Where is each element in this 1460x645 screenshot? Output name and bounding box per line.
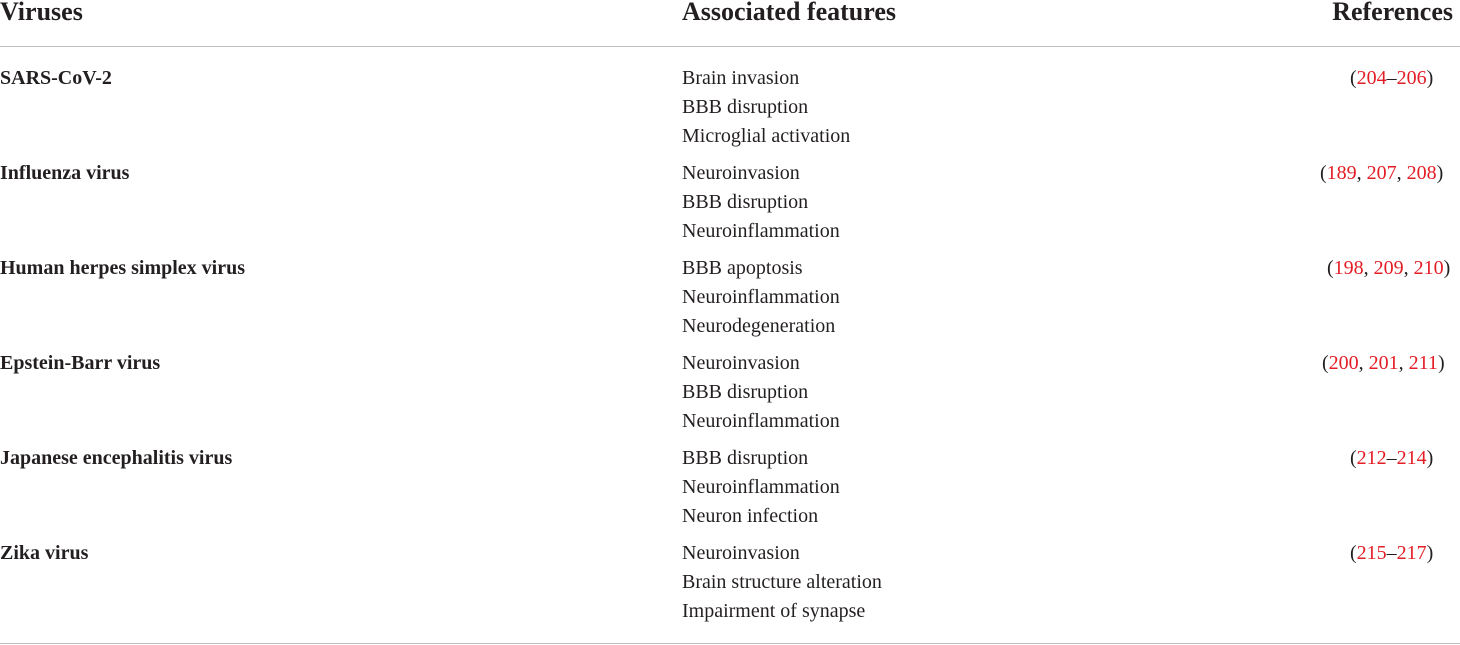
references-cell xyxy=(1322,349,1445,377)
feature-item: Neuroinflammation xyxy=(682,409,840,432)
ref-separator: – xyxy=(1386,542,1397,564)
virus-name: Zika virus xyxy=(0,542,89,564)
bottom-rule xyxy=(0,643,1460,644)
ref-paren-close: ) xyxy=(1426,67,1434,89)
reference-link[interactable]: 204 xyxy=(1356,67,1387,89)
ref-separator: , xyxy=(1356,162,1367,184)
virus-name: Epstein-Barr virus xyxy=(0,352,161,374)
feature-item: Neuroinvasion xyxy=(682,352,800,374)
reference-link[interactable]: 206 xyxy=(1396,67,1427,89)
features-cell xyxy=(682,444,840,530)
ref-paren-open: ( xyxy=(1327,257,1334,279)
reference-link[interactable]: 201 xyxy=(1368,352,1399,374)
ref-paren-close: ) xyxy=(1426,447,1434,469)
feature-item: Neurodegeneration xyxy=(682,314,836,337)
virus-name: Influenza virus xyxy=(0,162,130,184)
table-row xyxy=(0,522,1460,622)
feature-item: Neuron infection xyxy=(682,504,819,527)
reference-link[interactable]: 210 xyxy=(1413,257,1444,279)
feature-item: BBB disruption xyxy=(682,380,809,403)
header-references: References xyxy=(1332,0,1453,26)
reference-link[interactable]: 211 xyxy=(1408,352,1438,374)
table-row xyxy=(0,142,1460,242)
feature-item: Neuroinvasion xyxy=(682,162,800,184)
feature-item: Impairment of synapse xyxy=(682,599,866,622)
ref-paren-close: ) xyxy=(1426,542,1434,564)
ref-paren-close: ) xyxy=(1443,257,1451,279)
ref-separator: , xyxy=(1403,257,1414,279)
feature-item: BBB disruption xyxy=(682,190,809,213)
reference-link[interactable]: 214 xyxy=(1396,447,1427,469)
reference-link[interactable]: 200 xyxy=(1328,352,1359,374)
features-cell xyxy=(682,254,840,340)
ref-paren-close: ) xyxy=(1436,162,1444,184)
reference-link[interactable]: 212 xyxy=(1356,447,1387,469)
ref-paren-open: ( xyxy=(1350,67,1357,89)
features-cell xyxy=(682,64,850,150)
features-cell xyxy=(682,539,882,625)
table-body xyxy=(0,47,1460,622)
reference-link[interactable]: 208 xyxy=(1406,162,1437,184)
ref-paren-open: ( xyxy=(1320,162,1327,184)
feature-item: Microglial activation xyxy=(682,124,851,147)
table-row xyxy=(0,427,1460,527)
virus-name: Human herpes simplex virus xyxy=(0,257,246,279)
reference-link[interactable]: 207 xyxy=(1366,162,1397,184)
feature-item: Brain structure alteration xyxy=(682,570,882,593)
table-header xyxy=(0,0,1460,47)
feature-item: Brain invasion xyxy=(682,67,800,89)
features-cell xyxy=(682,159,840,245)
ref-separator: , xyxy=(1363,257,1374,279)
feature-item: Neuroinvasion xyxy=(682,542,800,564)
features-cell xyxy=(682,349,840,435)
feature-item: Neuroinflammation xyxy=(682,219,840,242)
ref-paren-close: ) xyxy=(1437,352,1445,374)
table-row xyxy=(0,47,1460,147)
feature-item: BBB disruption xyxy=(682,95,809,118)
virus-name: Japanese encephalitis virus xyxy=(0,447,233,469)
virus-name: SARS-CoV-2 xyxy=(0,67,112,89)
ref-paren-open: ( xyxy=(1322,352,1329,374)
ref-paren-open: ( xyxy=(1350,447,1357,469)
ref-separator: – xyxy=(1386,67,1397,89)
feature-item: Neuroinflammation xyxy=(682,475,840,498)
references-cell xyxy=(1320,159,1443,187)
ref-separator: , xyxy=(1396,162,1407,184)
reference-link[interactable]: 217 xyxy=(1396,542,1427,564)
ref-paren-open: ( xyxy=(1350,542,1357,564)
header-viruses: Viruses xyxy=(0,0,83,26)
feature-item: BBB disruption xyxy=(682,447,809,469)
references-cell xyxy=(1327,254,1450,282)
feature-item: BBB apoptosis xyxy=(682,257,803,279)
ref-separator: , xyxy=(1398,352,1409,374)
reference-link[interactable]: 209 xyxy=(1373,257,1404,279)
header-associated-features: Associated features xyxy=(682,0,896,26)
feature-item: Neuroinflammation xyxy=(682,285,840,308)
ref-separator: – xyxy=(1386,447,1397,469)
references-cell xyxy=(1350,444,1433,472)
reference-link[interactable]: 189 xyxy=(1326,162,1357,184)
references-cell xyxy=(1350,539,1433,567)
table-row xyxy=(0,332,1460,432)
ref-separator: , xyxy=(1358,352,1369,374)
references-cell xyxy=(1350,64,1433,92)
table-row xyxy=(0,237,1460,337)
reference-link[interactable]: 215 xyxy=(1356,542,1387,564)
reference-link[interactable]: 198 xyxy=(1333,257,1364,279)
